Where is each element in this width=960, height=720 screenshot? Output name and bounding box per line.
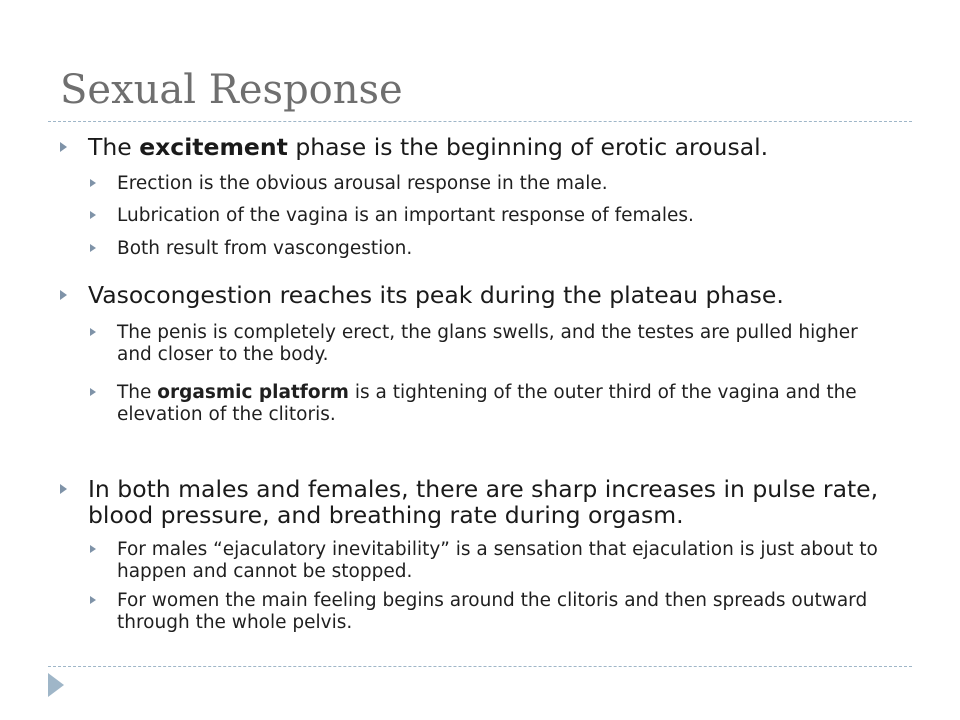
sub-bullet-arrow-icon (90, 596, 96, 604)
bullet-arrow-icon (60, 484, 67, 494)
bold-term: orgasmic platform (157, 382, 349, 403)
bullet-text: The excitement phase is the beginning of erotic arousal. (88, 133, 769, 161)
sub-bullet-arrow-icon (90, 179, 96, 187)
sub-bullet-text: The orgasmic platform is a tightening of the outer third of the vagina and the elevation of the clitoris. (117, 382, 857, 425)
sub-bullet-arrow-icon (90, 545, 96, 553)
sub-bullet-text: The penis is completely erect, the glans swells, and the testes are pulled higher and closer to the body. (117, 322, 858, 365)
sub-bullet-text: Lubrication of the vagina is an important response of females. (117, 205, 694, 226)
bold-term: excitement (139, 133, 288, 161)
sub-bullet-arrow-icon (90, 211, 96, 219)
sub-bullet-text: For women the main feeling begins around the clitoris and then spreads outward through the whole pelvis. (117, 590, 868, 633)
bullet-text: Vasocongestion reaches its peak during the plateau phase. (88, 281, 784, 309)
top-divider (48, 121, 912, 122)
bullet-arrow-icon (60, 290, 67, 300)
bullet-text: In both males and females, there are sharp increases in pulse rate, blood pressure, and breathing rate during orgasm. (88, 475, 879, 529)
sub-bullet-text: Erection is the obvious arousal response in the male. (117, 173, 608, 194)
sub-bullet-arrow-icon (90, 328, 96, 336)
sub-bullet-text: For males “ejaculatory inevitability” is a sensation that ejaculation is just about to happen and cannot be stopped. (117, 539, 878, 582)
sub-bullet-arrow-icon (90, 244, 96, 252)
sub-bullet-text: Both result from vascongestion. (117, 238, 413, 259)
bullet-arrow-icon (60, 142, 67, 152)
sub-bullet-arrow-icon (90, 388, 96, 396)
bottom-divider (48, 666, 912, 667)
slide-corner-arrow-icon (48, 673, 64, 697)
slide-title: Sexual Response (60, 67, 403, 113)
